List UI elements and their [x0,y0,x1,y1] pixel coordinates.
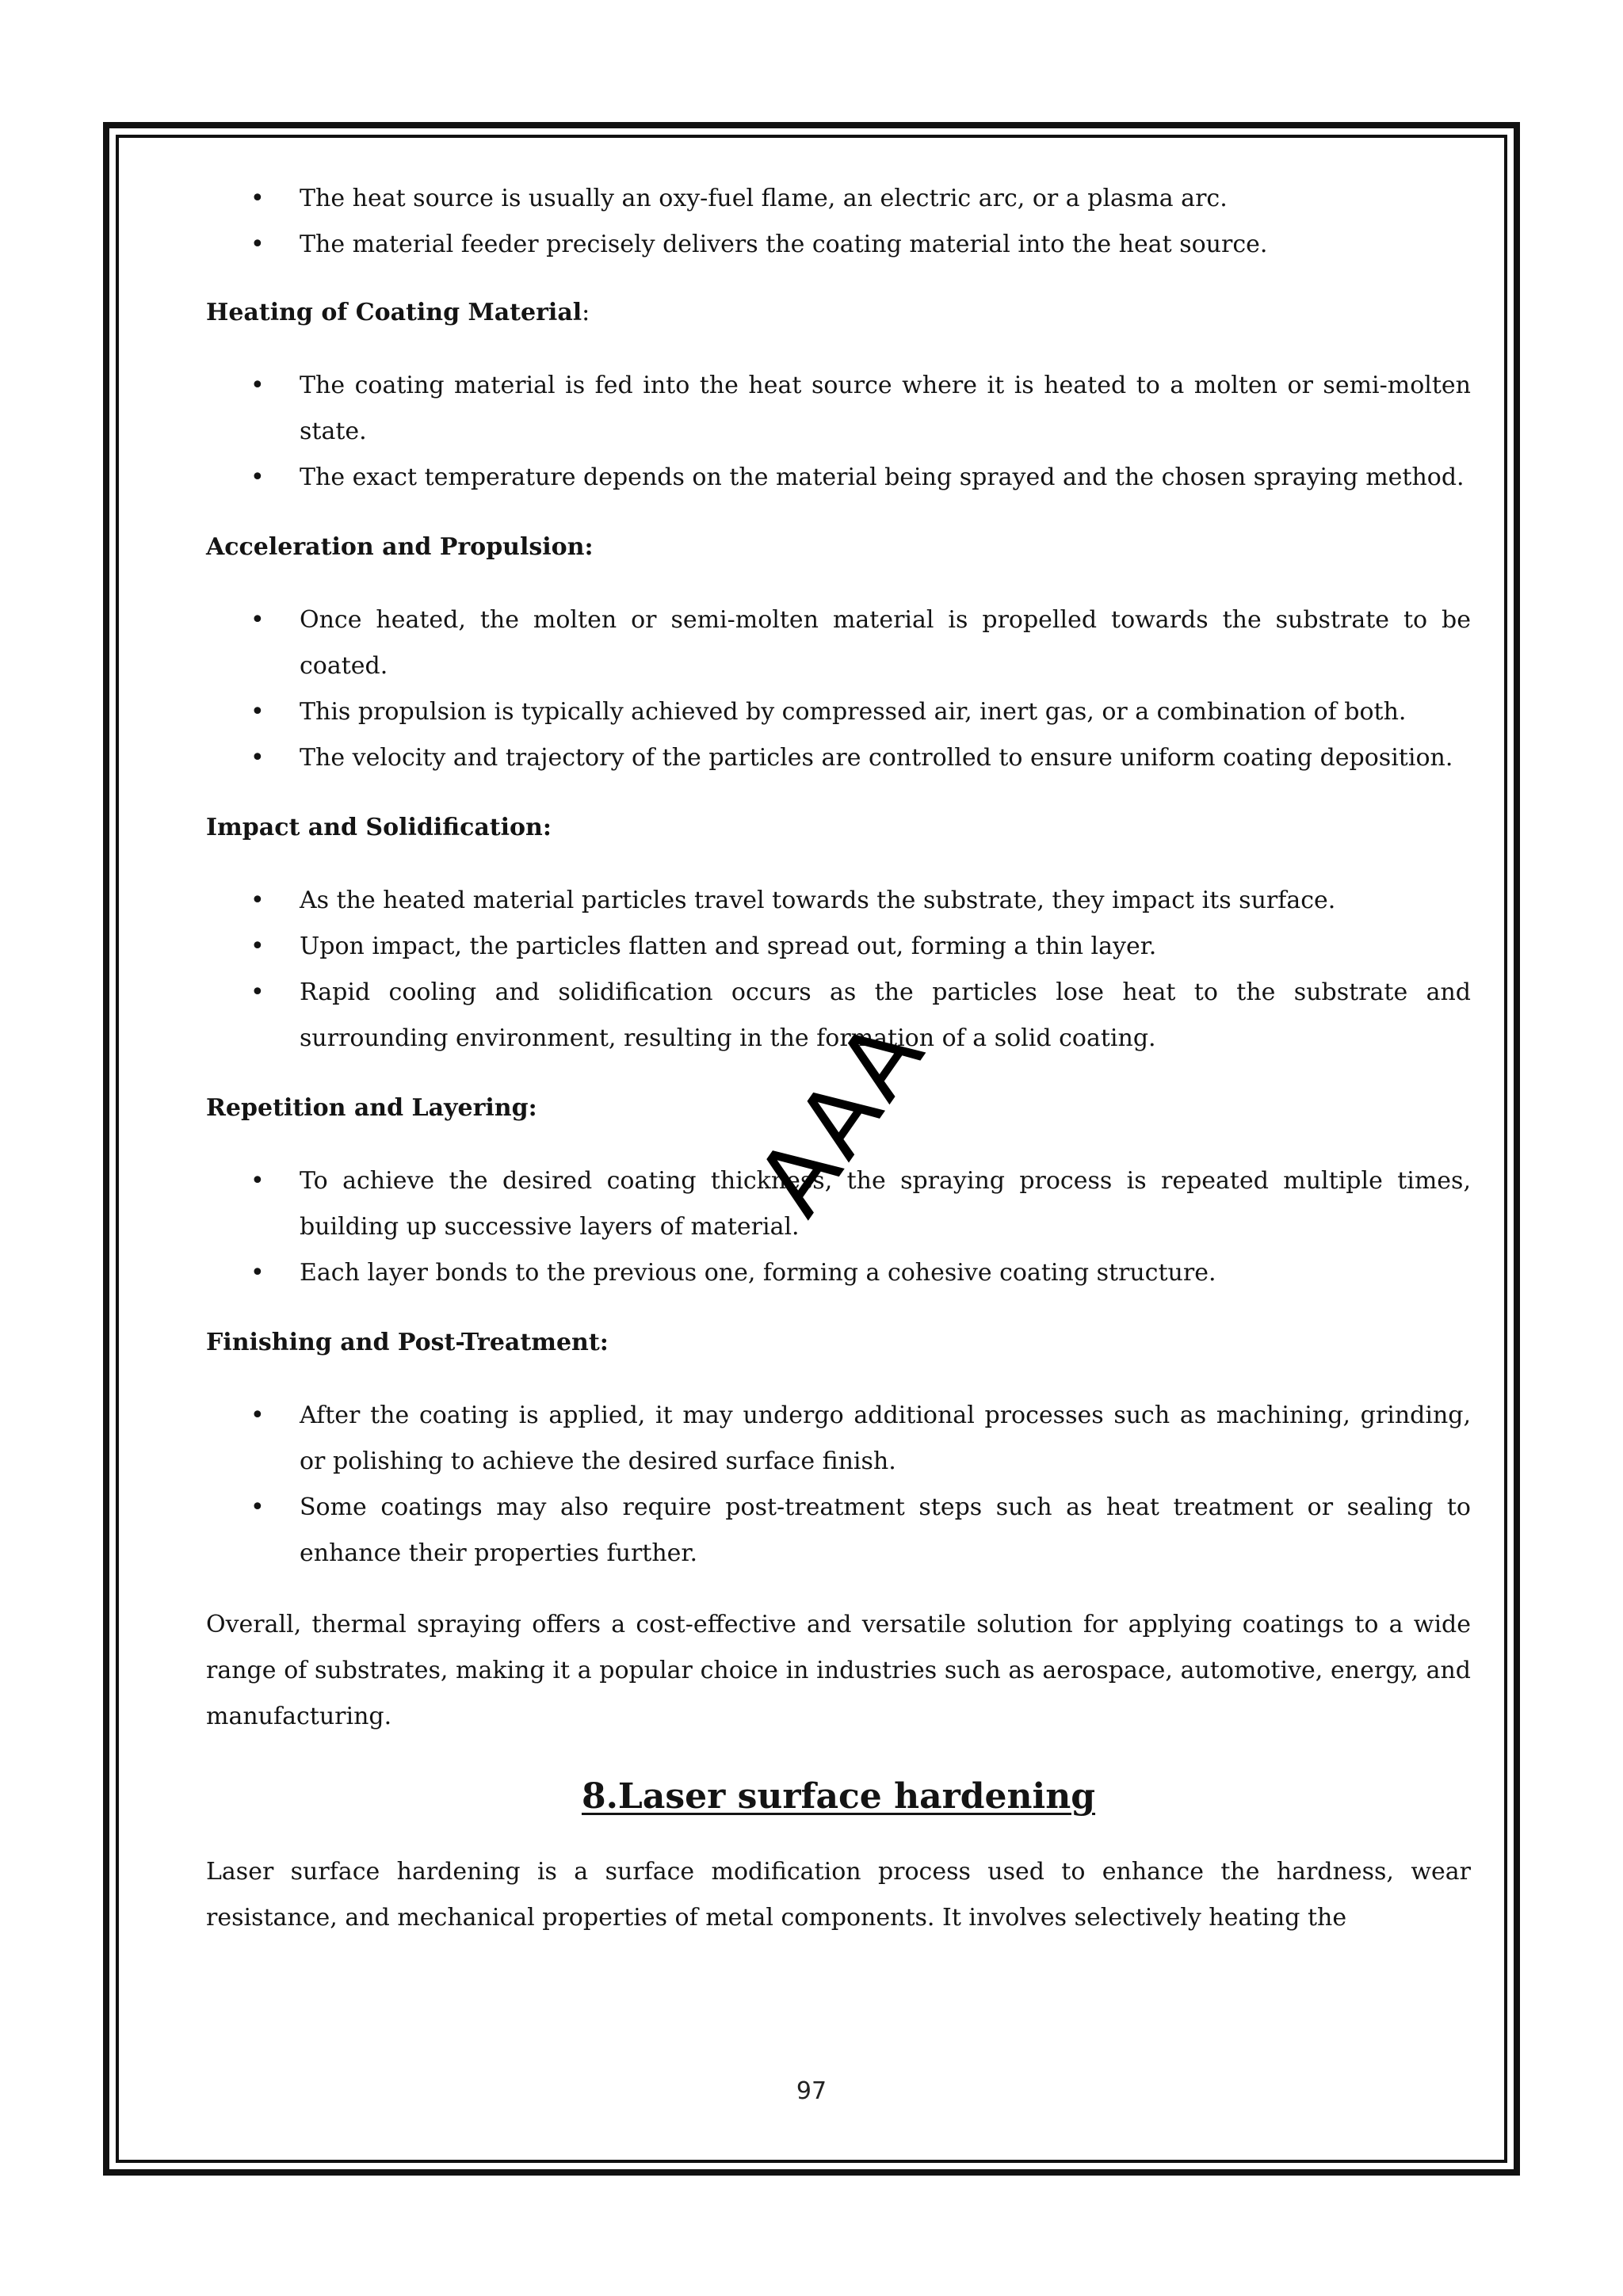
bullet-item: • Once heated, the molten or semi-molten material is propelled towards the substrate to be coated. [206,597,1471,689]
bullet-list [206,363,1471,501]
section-heading [206,1320,1471,1366]
section-heading-text: Impact and Solidification: [206,814,552,841]
section-heading-text: Acceleration and Propulsion: [206,533,594,561]
bullet-item: • Each layer bonds to the previous one, forming a cohesive coating structure. [206,1250,1471,1296]
bullet-list [206,597,1471,781]
section-heading [206,805,1471,851]
section-heading-suffix: : [582,299,590,326]
bullet-item: • Upon impact, the particles flatten and spread out, forming a thin layer. [206,924,1471,970]
bullet-item: • As the heated material particles travel towards the substrate, they impact its surface. [206,878,1471,924]
section-heading [206,524,1471,570]
body-paragraph: Overall, thermal spraying offers a cost-effective and versatile solution for applying coatings to a wide range of substrates, making it a popular choice in industries such as aerospace, automotive, energy, and manufacturing. [206,1611,1471,1730]
bullet-item: • The heat source is usually an oxy-fuel flame, an electric arc, or a plasma arc. [206,176,1471,222]
watermark: AAA [736,999,947,1235]
section-heading-text: Finishing and Post-Treatment: [206,1329,609,1356]
bullet-item: • Some coatings may also require post-treatment steps such as heat treatment or sealing to enhance their properties further. [206,1485,1471,1577]
bullet-item: • This propulsion is typically achieved by compressed air, inert gas, or a combination of both. [206,689,1471,735]
bullet-list [206,1393,1471,1577]
bullet-list [206,176,1471,268]
body-paragraph: Laser surface hardening is a surface modification process used to enhance the hardness, wear resistance, and mechanical properties of metal components. It involves selectively heating the [206,1858,1471,1932]
bullet-item: • The coating material is fed into the heat source where it is heated to a molten or semi-molten state. [206,363,1471,455]
bullet-item: • The exact temperature depends on the material being sprayed and the chosen spraying method. [206,455,1471,501]
page-number: 97 [796,2077,827,2105]
section-heading-text: Repetition and Layering: [206,1094,537,1122]
section-heading-text: Heating of Coating Material [206,299,582,326]
bullet-item: • After the coating is applied, it may undergo additional processes such as machining, grinding, or polishing to achieve the desired surface finish. [206,1393,1471,1485]
bullet-item: • The velocity and trajectory of the particles are controlled to ensure uniform coating deposition. [206,735,1471,781]
bullet-item: • Rapid cooling and solidification occurs as the particles lose heat to the substrate and surrounding environment, resulting in the formation of a solid coating. [206,970,1471,1062]
bullet-item: • To achieve the desired coating thickness, the spraying process is repeated multiple times, building up successive layers of material. [206,1158,1471,1250]
chapter-section-title: 8.Laser surface hardening [581,1776,1096,1817]
section-heading [206,290,1471,336]
bullet-item: • The material feeder precisely delivers the coating material into the heat source. [206,222,1471,268]
